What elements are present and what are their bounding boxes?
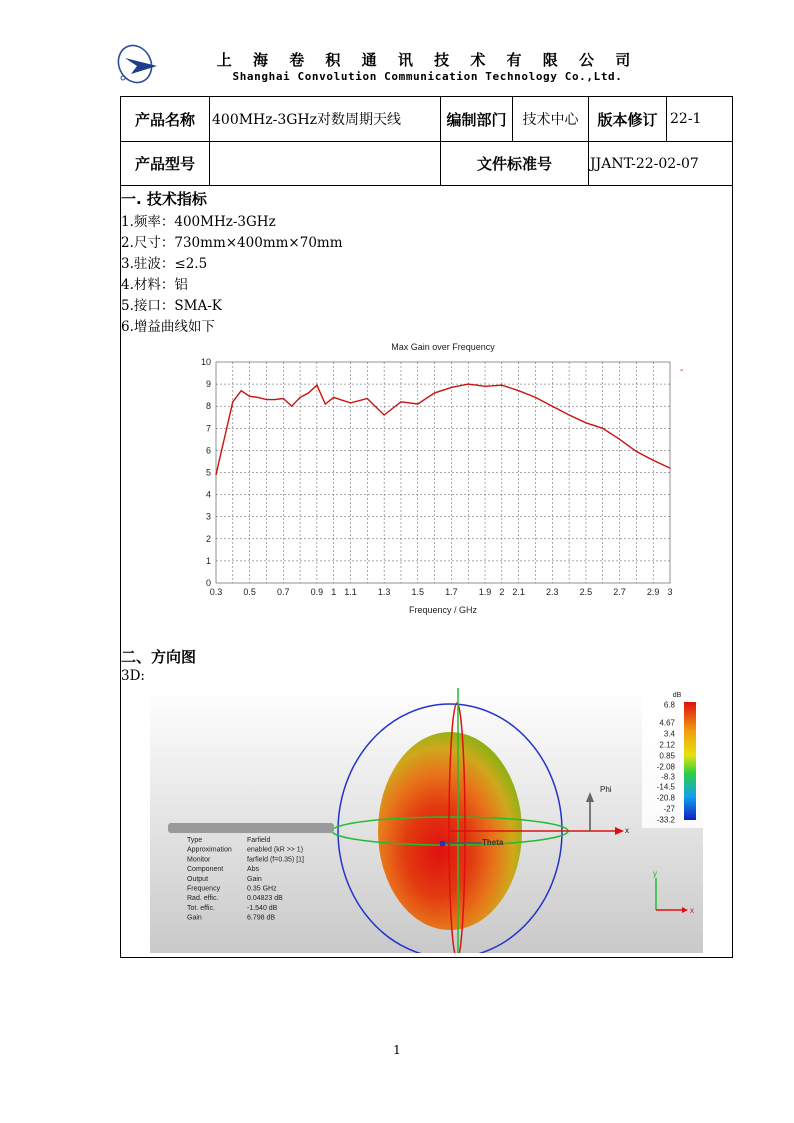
theta-label: Theta [482,838,504,847]
chart-xtick-label: 0.7 [277,587,290,597]
chart-ytick-label: 2 [205,533,211,544]
chart-data-point [451,387,452,388]
chart-ytick-label: 7 [205,423,211,434]
color-scale-label: -2.08 [656,762,675,772]
company-name-cn: 上 海 卷 积 通 讯 技 术 有 限 公 司 [216,51,639,69]
x-axis-label: x [625,826,629,835]
chart-ytick-label: 10 [200,357,211,367]
chart-ytick-label: 0 [205,578,211,588]
chart-ytick-label: 8 [205,401,211,412]
color-scale-label: 2.12 [659,740,675,750]
chart-xtick-label: 1.7 [445,587,458,597]
color-scale-bar [684,702,696,820]
chart-xtick-label: 2.5 [579,587,593,597]
chart-xtick-label: 1.3 [377,587,391,597]
chart-data-point [434,392,435,393]
chart-data-point [535,397,536,398]
model-label: 产品型号 [134,155,195,173]
chart-ytick-label: 6 [205,445,211,456]
info-key: Frequency [187,885,221,893]
chart-data-point [636,451,637,452]
chart-data-point [333,397,334,398]
table-row-divider [120,185,733,186]
info-key: Gain [187,914,202,922]
chart-xtick-label: 2 [499,587,505,597]
chart-data-point [400,401,401,402]
chart-data-point [232,401,233,402]
legend-marker: - [680,365,684,376]
chart-data-point [350,402,351,403]
chart-data-point [316,385,317,386]
mini-x-label: x [690,906,694,915]
chart-data-point [602,428,603,429]
chart-xtick-label: 1 [331,587,337,597]
color-scale-label: -27 [663,804,675,814]
chart-grid [216,362,670,583]
color-scale-label: 6.8 [663,700,675,710]
info-key: Output [187,875,209,883]
chart-data-point [325,403,326,404]
spec-item: 1.频率：400MHz-3GHz [121,214,276,230]
info-value: farfield (f=0.35) [1] [247,856,305,864]
radiation-pattern-3d [150,688,703,953]
chart-data-point [300,397,301,398]
info-key: Rad. effic. [187,895,219,903]
chart-ytick-label: 5 [205,467,211,478]
info-value: Abs [247,866,260,874]
chart-data-point [585,422,586,423]
chart-xtick-label: 2.3 [546,587,559,597]
chart-title: Max Gain over Frequency [391,342,495,352]
color-scale-label: -8.3 [661,772,675,782]
phi-label: Phi [600,785,612,794]
page-number: 1 [393,1043,401,1057]
chart-data-point [241,390,242,391]
chart-data-point [308,392,309,393]
product-name-label: 产品名称 [134,110,195,129]
chart-data-point [266,399,267,400]
info-panel-bar [168,823,334,833]
info-key: Type [187,837,203,844]
chart-xtick-label: 3 [667,587,673,597]
chart-data-point [283,398,284,399]
version-label: 版本修订 [597,110,658,129]
chart-xtick-label: 1.5 [411,587,425,597]
gain-chart [190,338,700,623]
info-value: -1.540 dB [247,904,278,912]
dept-value: 技术中心 [522,112,579,128]
info-key: Tot. effic. [187,904,215,912]
chart-data-point [291,406,292,407]
color-scale-label: 0.85 [659,751,675,761]
info-value: 6.798 dB [247,914,276,922]
spec-item: 3.驻波：≤2.5 [121,256,208,272]
model-value [212,142,438,185]
company-name-en: Shanghai Convolution Communication Technology Co.,Ltd. [232,70,623,83]
table-col-divider [666,96,667,141]
chart-xtick-label: 1.1 [344,587,357,597]
chart-xtick-label: 1.9 [478,587,492,597]
color-scale-label: -33.2 [656,815,675,825]
mini-y-label: y [653,869,657,878]
chart-data-point [417,403,418,404]
chart-data-point [518,390,519,391]
chart-ytick-label: 1 [205,555,211,566]
spec-item: 4.材料：铝 [121,277,188,293]
chart-data-point [367,398,368,399]
color-scale-unit: dB [672,692,682,699]
info-value: Gain [247,875,262,883]
chart-xlabel: Frequency / GHz [408,605,478,615]
info-key: Monitor [187,856,211,864]
chart-xtick-label: 0.3 [209,587,223,597]
chart-ytick-label: 9 [205,379,211,390]
chart-data-point [384,414,385,415]
info-value: enabled (kR >> 1) [247,846,304,854]
pattern-sub-label: 3D: [121,668,145,684]
chart-data-point [619,439,620,440]
spec-item: 2.尺寸：730mm×400mm×70mm [121,235,343,251]
chart-data-point [257,397,258,398]
info-key: Approximation [187,846,232,854]
info-key: Component [187,866,224,874]
chart-data-point [468,384,469,385]
product-name-value: 400MHz-3GHz对数周期天线 [212,112,402,128]
company-logo [117,44,161,88]
spec-item: 5.接口：SMA-K [121,298,222,314]
section-title-specs: 一. 技术指标 [121,190,207,208]
color-scale-label: -20.8 [656,793,675,803]
dept-label: 编制部门 [446,110,507,129]
chart-data-point [653,460,654,461]
std-value: JJANT-22-02-07 [590,155,699,172]
chart-xtick-label: 2.7 [613,587,626,597]
chart-data-point [552,406,553,407]
std-label: 文件标准号 [476,155,552,173]
chart-xtick-label: 2.9 [646,587,660,597]
info-value: 0.35 GHz [247,885,277,893]
section-title-pattern: 二、方向图 [121,648,197,666]
info-value: 0.04823 dB [247,895,283,903]
chart-data-point [669,468,670,469]
chart-data-point [501,385,502,386]
info-value: Farfield [247,837,271,844]
chart-data-point [215,474,216,475]
chart-data-point [274,399,275,400]
chart-data-point [484,386,485,387]
color-scale-label: 3.4 [663,729,675,739]
color-scale-label: -14.5 [656,782,675,792]
chart-ytick-label: 3 [205,511,211,522]
table-col-divider [209,96,210,185]
color-scale-label: 4.67 [659,718,675,728]
chart-data-point [569,414,570,415]
spec-item: 6.增益曲线如下 [121,319,215,335]
chart-ytick-label: 4 [205,489,211,500]
version-value: 22-1 [670,111,702,127]
chart-xtick-label: 0.9 [310,587,324,597]
chart-data-point [249,396,250,397]
chart-xtick-label: 0.5 [243,587,256,597]
chart-xtick-label: 2.1 [512,587,525,597]
